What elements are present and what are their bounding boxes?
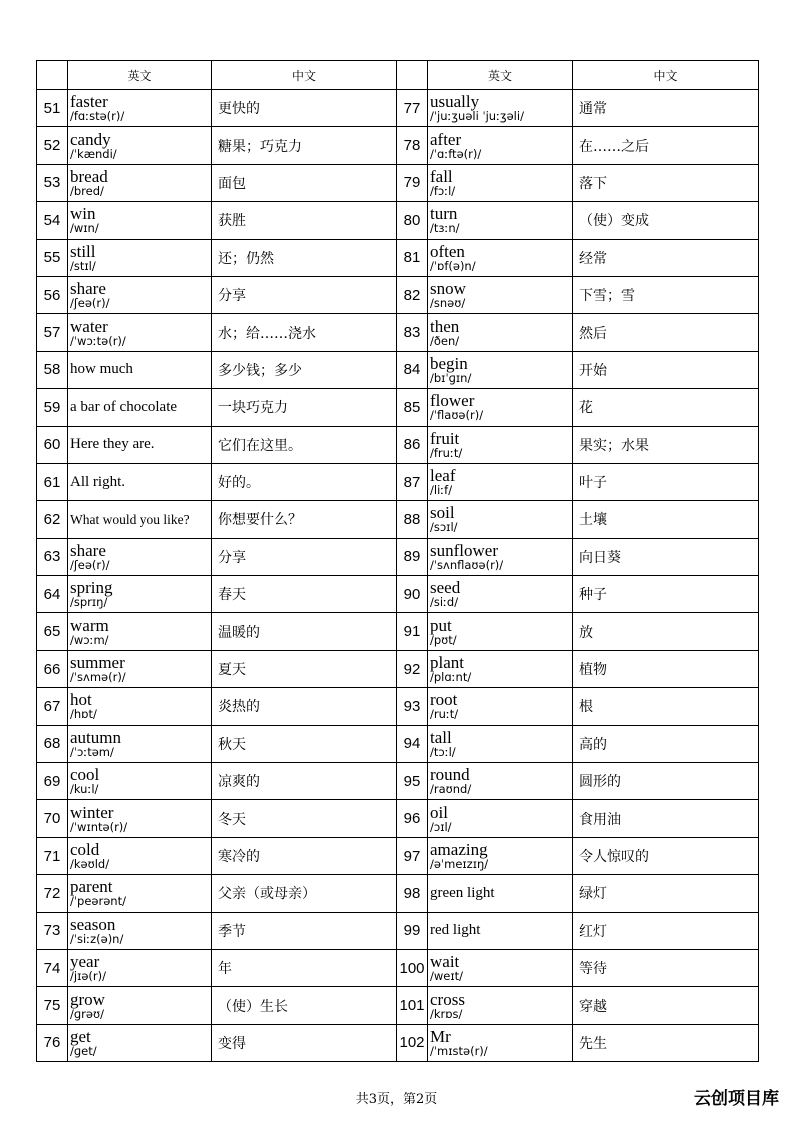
- english-word: bread: [70, 166, 108, 186]
- english-word: oil: [430, 802, 448, 822]
- chinese-meaning: （使）生长: [212, 987, 397, 1024]
- table-row: [37, 239, 759, 276]
- entry-number: 51: [37, 90, 68, 127]
- chinese-meaning: 土壤: [573, 501, 759, 538]
- vocabulary-table: [36, 60, 759, 1062]
- phonetic: /liːf/: [430, 483, 453, 498]
- english-cell: [428, 763, 573, 800]
- table-row: [37, 351, 759, 388]
- chinese-meaning: 一块巧克力: [212, 389, 397, 426]
- entry-number: 79: [397, 164, 428, 201]
- english-word: begin: [430, 353, 468, 373]
- english-word: cross: [430, 989, 465, 1009]
- entry-number: 66: [37, 650, 68, 687]
- table-row: [37, 837, 759, 874]
- chinese-meaning: 然后: [573, 314, 759, 351]
- entry-number: 77: [397, 90, 428, 127]
- english-phrase: red light: [430, 922, 481, 939]
- chinese-meaning: 向日葵: [573, 538, 759, 575]
- english-word: win: [70, 204, 96, 224]
- header-chinese-right: 中文: [573, 61, 759, 90]
- table-row: [37, 800, 759, 837]
- phonetic: /ðen/: [430, 333, 460, 348]
- phonetic: /ˈkændi/: [70, 146, 117, 161]
- english-cell: [428, 688, 573, 725]
- entry-number: 64: [37, 576, 68, 613]
- entry-number: 59: [37, 389, 68, 426]
- english-phrase: Here they are.: [70, 436, 155, 453]
- phonetic: /plɑːnt/: [430, 670, 472, 685]
- english-cell: [428, 538, 573, 575]
- english-word: year: [70, 952, 100, 972]
- english-cell: [428, 463, 573, 500]
- chinese-meaning: 你想要什么？: [212, 501, 397, 538]
- table-row: [37, 763, 759, 800]
- english-cell: [428, 90, 573, 127]
- entry-number: 70: [37, 800, 68, 837]
- table-row: [37, 314, 759, 351]
- table-row: [37, 949, 759, 986]
- chinese-meaning: 父亲（或母亲）: [212, 875, 397, 912]
- phonetic: /snəʊ/: [430, 296, 466, 311]
- entry-number: 63: [37, 538, 68, 575]
- english-cell: [68, 837, 212, 874]
- english-word: then: [430, 316, 460, 336]
- english-word: summer: [70, 653, 125, 673]
- table-row: [37, 463, 759, 500]
- table-row: [37, 127, 759, 164]
- phonetic: /bɪˈɡɪn/: [430, 370, 472, 385]
- phonetic: /ɔɪl/: [430, 819, 452, 834]
- english-cell: [428, 389, 573, 426]
- english-word: flower: [430, 391, 475, 411]
- english-cell: [68, 389, 212, 426]
- english-cell: [68, 202, 212, 239]
- english-cell: [428, 276, 573, 313]
- entry-number: 75: [37, 987, 68, 1024]
- table-row: [37, 276, 759, 313]
- entry-number: 98: [397, 875, 428, 912]
- entry-number: 62: [37, 501, 68, 538]
- phonetic: /ˈflaʊə(r)/: [430, 408, 484, 423]
- chinese-meaning: 根: [573, 688, 759, 725]
- entry-number: 82: [397, 276, 428, 313]
- english-word: share: [70, 540, 106, 560]
- english-word: get: [70, 1026, 91, 1046]
- entry-number: 96: [397, 800, 428, 837]
- chinese-meaning: 季节: [212, 912, 397, 949]
- table-row: [37, 501, 759, 538]
- chinese-meaning: 花: [573, 389, 759, 426]
- english-word: still: [70, 241, 96, 261]
- english-phrase: All right.: [70, 473, 125, 490]
- header-english-right: 英文: [428, 61, 573, 90]
- english-word: seed: [430, 578, 461, 598]
- entry-number: 60: [37, 426, 68, 463]
- chinese-meaning: 下雪；雪: [573, 276, 759, 313]
- english-word: leaf: [430, 466, 456, 486]
- chinese-meaning: 分享: [212, 538, 397, 575]
- english-cell: [68, 725, 212, 762]
- phonetic: /ˈsʌnflaʊə(r)/: [430, 557, 504, 572]
- entry-number: 72: [37, 875, 68, 912]
- phonetic: /kuːl/: [70, 782, 99, 797]
- phonetic: /fruːt/: [430, 445, 463, 460]
- chinese-meaning: 果实；水果: [573, 426, 759, 463]
- english-word: faster: [70, 92, 108, 112]
- chinese-meaning: 好的。: [212, 463, 397, 500]
- english-word: usually: [430, 92, 480, 112]
- entry-number: 69: [37, 763, 68, 800]
- chinese-meaning: 圆形的: [573, 763, 759, 800]
- english-word: candy: [70, 129, 111, 149]
- chinese-meaning: 它们在这里。: [212, 426, 397, 463]
- table-row: [37, 389, 759, 426]
- english-word: snow: [430, 279, 466, 299]
- english-word: round: [430, 765, 470, 785]
- entry-number: 81: [397, 239, 428, 276]
- entry-number: 86: [397, 426, 428, 463]
- english-word: fall: [430, 166, 453, 186]
- phonetic: /ˈɑːftə(r)/: [430, 146, 482, 161]
- phonetic: /ˈsʌmə(r)/: [70, 670, 126, 685]
- entry-number: 83: [397, 314, 428, 351]
- phonetic: /kəʊld/: [70, 857, 110, 871]
- english-cell: [68, 800, 212, 837]
- phonetic: /ˈwɪntə(r)/: [70, 819, 128, 834]
- english-cell: [68, 127, 212, 164]
- phonetic: /bred/: [70, 183, 104, 198]
- english-word: cold: [70, 840, 100, 859]
- english-cell: [68, 90, 212, 127]
- english-word: share: [70, 279, 106, 299]
- english-word: fruit: [430, 428, 460, 448]
- phonetic: /ɡet/: [70, 1043, 97, 1058]
- english-cell: [68, 763, 212, 800]
- chinese-meaning: 等待: [573, 949, 759, 986]
- english-word: after: [430, 129, 462, 149]
- english-cell: [428, 127, 573, 164]
- phonetic: /ˈɒf(ə)n/: [430, 258, 476, 273]
- chinese-meaning: 凉爽的: [212, 763, 397, 800]
- chinese-meaning: 春天: [212, 576, 397, 613]
- entry-number: 80: [397, 202, 428, 239]
- english-cell: [68, 875, 212, 912]
- entry-number: 100: [397, 949, 428, 986]
- chinese-meaning: 植物: [573, 650, 759, 687]
- brand-watermark: 云创项目库: [694, 1089, 779, 1109]
- english-cell: [428, 501, 573, 538]
- chinese-meaning: 食用油: [573, 800, 759, 837]
- phonetic: /ˈsiːz(ə)n/: [70, 931, 124, 946]
- chinese-meaning: 变得: [212, 1024, 397, 1061]
- english-cell: [428, 1024, 573, 1061]
- entry-number: 73: [37, 912, 68, 949]
- english-cell: [428, 875, 573, 912]
- english-cell: [428, 650, 573, 687]
- phonetic: /ˈwɔːtə(r)/: [70, 333, 126, 348]
- english-cell: [428, 239, 573, 276]
- english-word: winter: [70, 802, 114, 822]
- english-phrase: What would you like?: [70, 511, 190, 527]
- phonetic: /ɡrəʊ/: [70, 1006, 104, 1021]
- english-phrase: green light: [430, 884, 495, 901]
- header-chinese-left: 中文: [212, 61, 397, 90]
- phonetic: /hɒt/: [70, 707, 97, 722]
- chinese-meaning: 落下: [573, 164, 759, 201]
- english-cell: [68, 538, 212, 575]
- entry-number: 99: [397, 912, 428, 949]
- english-cell: [68, 463, 212, 500]
- english-cell: [428, 576, 573, 613]
- phonetic: /wɪn/: [70, 221, 99, 236]
- chinese-meaning: 穿越: [573, 987, 759, 1024]
- english-phrase: a bar of chocolate: [70, 398, 178, 415]
- english-word: Mr: [430, 1026, 451, 1046]
- phonetic: /pʊt/: [430, 632, 457, 647]
- english-word: root: [430, 690, 458, 710]
- chinese-meaning: 叶子: [573, 463, 759, 500]
- entry-number: 78: [397, 127, 428, 164]
- entry-number: 58: [37, 351, 68, 388]
- entry-number: 102: [397, 1024, 428, 1061]
- table-row: [37, 650, 759, 687]
- english-cell: [68, 688, 212, 725]
- table-row: [37, 688, 759, 725]
- chinese-meaning: 红灯: [573, 912, 759, 949]
- english-word: warm: [70, 615, 109, 635]
- phonetic: /fɑːstə(r)/: [70, 109, 125, 124]
- english-word: sunflower: [430, 540, 498, 560]
- english-cell: [428, 949, 573, 986]
- table-row: [37, 912, 759, 949]
- table-header-row: [37, 61, 759, 90]
- chinese-meaning: （使）变成: [573, 202, 759, 239]
- table-row: [37, 576, 759, 613]
- entry-number: 91: [397, 613, 428, 650]
- table-row: [37, 987, 759, 1024]
- phonetic: /tɜːn/: [430, 221, 460, 236]
- page-footer: 共3页，第2页: [355, 1092, 438, 1107]
- english-cell: [68, 164, 212, 201]
- phonetic: /jɪə(r)/: [70, 969, 106, 984]
- english-cell: [428, 837, 573, 874]
- entry-number: 55: [37, 239, 68, 276]
- phonetic: /əˈmeɪzɪŋ/: [430, 857, 489, 871]
- chinese-meaning: 冬天: [212, 800, 397, 837]
- phonetic: /raʊnd/: [430, 782, 472, 797]
- chinese-meaning: 分享: [212, 276, 397, 313]
- english-word: autumn: [70, 727, 121, 747]
- english-cell: [428, 613, 573, 650]
- chinese-meaning: 多少钱；多少: [212, 351, 397, 388]
- english-cell: [428, 987, 573, 1024]
- table-row: [37, 202, 759, 239]
- english-cell: [68, 987, 212, 1024]
- english-word: turn: [430, 204, 458, 224]
- chinese-meaning: 令人惊叹的: [573, 837, 759, 874]
- table-row: [37, 875, 759, 912]
- english-word: parent: [70, 877, 113, 897]
- english-cell: [68, 276, 212, 313]
- english-word: season: [70, 914, 116, 934]
- english-cell: [68, 576, 212, 613]
- english-word: grow: [70, 989, 105, 1009]
- table-row: [37, 538, 759, 575]
- chinese-meaning: 秋天: [212, 725, 397, 762]
- english-cell: [68, 949, 212, 986]
- entry-number: 94: [397, 725, 428, 762]
- english-cell: [68, 426, 212, 463]
- english-cell: [428, 202, 573, 239]
- phonetic: /sprɪŋ/: [70, 595, 108, 610]
- chinese-meaning: 开始: [573, 351, 759, 388]
- english-word: often: [430, 241, 465, 261]
- entry-number: 76: [37, 1024, 68, 1061]
- english-cell: [68, 1024, 212, 1061]
- phonetic: /fɔːl/: [430, 183, 456, 198]
- entry-number: 61: [37, 463, 68, 500]
- english-cell: [428, 314, 573, 351]
- entry-number: 57: [37, 314, 68, 351]
- entry-number: 92: [397, 650, 428, 687]
- entry-number: 68: [37, 725, 68, 762]
- english-word: wait: [430, 952, 460, 972]
- chinese-meaning: 经常: [573, 239, 759, 276]
- chinese-meaning: 还；仍然: [212, 239, 397, 276]
- english-cell: [68, 351, 212, 388]
- entry-number: 52: [37, 127, 68, 164]
- table-row: [37, 90, 759, 127]
- english-cell: [428, 351, 573, 388]
- phonetic: /sɔɪl/: [430, 520, 458, 535]
- chinese-meaning: 糖果；巧克力: [212, 127, 397, 164]
- entry-number: 65: [37, 613, 68, 650]
- english-cell: [428, 800, 573, 837]
- entry-number: 101: [397, 987, 428, 1024]
- phonetic: /ʃeə(r)/: [70, 296, 110, 311]
- chinese-meaning: 温暖的: [212, 613, 397, 650]
- table-row: [37, 1024, 759, 1061]
- english-word: hot: [70, 690, 92, 710]
- english-word: water: [70, 316, 108, 336]
- table-row: [37, 164, 759, 201]
- header-num-left: [37, 61, 68, 90]
- english-word: soil: [430, 503, 455, 523]
- phonetic: /ˈɔːtəm/: [70, 744, 114, 759]
- english-cell: [428, 164, 573, 201]
- entry-number: 89: [397, 538, 428, 575]
- phonetic: /wɔːm/: [70, 632, 109, 647]
- entry-number: 85: [397, 389, 428, 426]
- english-phrase: how much: [70, 361, 133, 378]
- chinese-meaning: 种子: [573, 576, 759, 613]
- entry-number: 71: [37, 837, 68, 874]
- english-word: tall: [430, 727, 452, 747]
- entry-number: 54: [37, 202, 68, 239]
- entry-number: 97: [397, 837, 428, 874]
- header-num-right: [397, 61, 428, 90]
- english-cell: [428, 426, 573, 463]
- english-word: cool: [70, 765, 100, 785]
- chinese-meaning: 炎热的: [212, 688, 397, 725]
- entry-number: 90: [397, 576, 428, 613]
- chinese-meaning: 获胜: [212, 202, 397, 239]
- phonetic: /ruːt/: [430, 707, 459, 722]
- english-word: spring: [70, 578, 113, 598]
- entry-number: 93: [397, 688, 428, 725]
- phonetic: /ˈpeərənt/: [70, 894, 126, 909]
- chinese-meaning: 寒冷的: [212, 837, 397, 874]
- phonetic: /ˈmɪstə(r)/: [430, 1043, 488, 1058]
- table-row: [37, 613, 759, 650]
- chinese-meaning: 绿灯: [573, 875, 759, 912]
- chinese-meaning: 夏天: [212, 650, 397, 687]
- chinese-meaning: 先生: [573, 1024, 759, 1061]
- chinese-meaning: 放: [573, 613, 759, 650]
- english-cell: [428, 725, 573, 762]
- english-cell: [428, 912, 573, 949]
- phonetic: /stɪl/: [70, 258, 96, 273]
- entry-number: 67: [37, 688, 68, 725]
- english-cell: [68, 501, 212, 538]
- phonetic: /ˈjuːʒuəli ˈjuːʒəli/: [430, 109, 524, 124]
- english-cell: [68, 613, 212, 650]
- chinese-meaning: 通常: [573, 90, 759, 127]
- chinese-meaning: 高的: [573, 725, 759, 762]
- chinese-meaning: 年: [212, 949, 397, 986]
- chinese-meaning: 更快的: [212, 90, 397, 127]
- table-row: [37, 725, 759, 762]
- chinese-meaning: 在……之后: [573, 127, 759, 164]
- phonetic: /siːd/: [430, 595, 459, 610]
- phonetic: /krɒs/: [430, 1006, 463, 1021]
- phonetic: /weɪt/: [430, 969, 464, 984]
- phonetic: /tɔːl/: [430, 744, 456, 759]
- chinese-meaning: 水；给……浇水: [212, 314, 397, 351]
- table-row: [37, 426, 759, 463]
- english-cell: [68, 239, 212, 276]
- english-word: put: [430, 615, 452, 635]
- english-cell: [68, 314, 212, 351]
- entry-number: 87: [397, 463, 428, 500]
- entry-number: 74: [37, 949, 68, 986]
- english-word: plant: [430, 653, 464, 673]
- entry-number: 84: [397, 351, 428, 388]
- english-cell: [68, 912, 212, 949]
- entry-number: 56: [37, 276, 68, 313]
- entry-number: 95: [397, 763, 428, 800]
- entry-number: 53: [37, 164, 68, 201]
- entry-number: 88: [397, 501, 428, 538]
- english-cell: [68, 650, 212, 687]
- english-word: amazing: [430, 840, 488, 859]
- header-english-left: 英文: [68, 61, 212, 90]
- chinese-meaning: 面包: [212, 164, 397, 201]
- phonetic: /ʃeə(r)/: [70, 557, 110, 572]
